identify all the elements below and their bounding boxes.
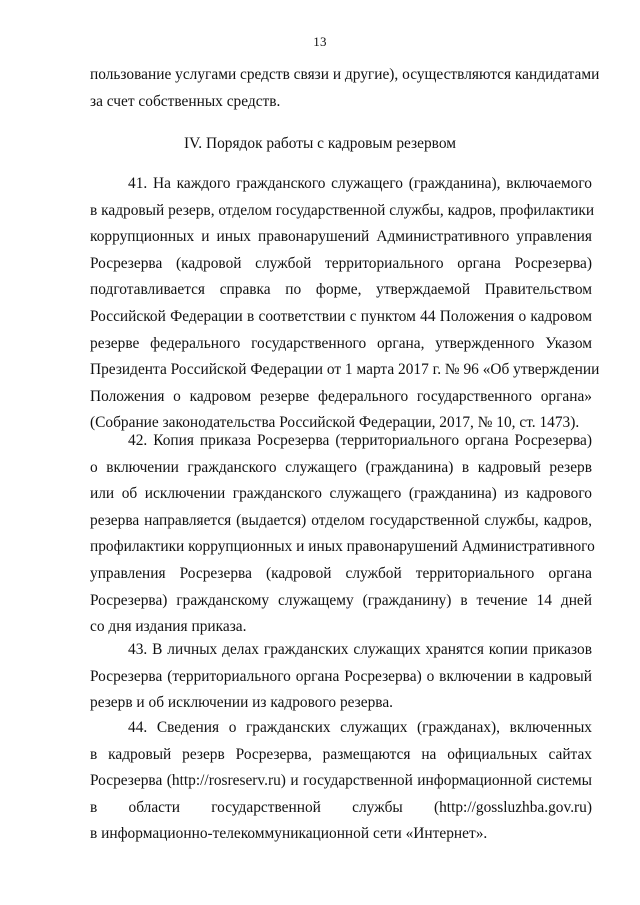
text-line: со дня издания приказа.: [90, 618, 247, 636]
text-line: в кадровый резерв, отделом государственной службы, кадров, профилактики: [90, 201, 595, 219]
paragraph-44: [90, 715, 592, 848]
text-line: или об исключении гражданского служащего (гражданина) из кадрового: [90, 485, 592, 503]
text-line: резерве федерального государственного органа, утвержденного Указом: [90, 334, 592, 352]
text-line: Положения о кадровом резерве федерального государственного органа»: [90, 387, 592, 405]
text-line: коррупционных и иных правонарушений Административного управления: [90, 228, 592, 246]
text-line: Президента Российской Федерации от 1 марта 2017 г. № 96 «Об утверждении: [90, 361, 600, 379]
text-line: о включении гражданского служащего (гражданина) в кадровый резерв: [90, 458, 592, 476]
text-line: 43. В личных делах гражданских служащих хранятся копии приказов: [128, 641, 592, 658]
paragraph-43: [90, 637, 592, 717]
text-line: (Собрание законодательства Российской Федерации, 2017, № 10, ст. 1473).: [90, 414, 580, 432]
text-line: Росрезерва (кадровой службой территориального органа Росрезерва): [90, 254, 592, 272]
text-line: Росрезерва (http://rosreserv.ru) и государственной информационной системы: [90, 772, 592, 790]
text-line: за счет собственных средств.: [90, 92, 281, 110]
text-line: Росрезерва) гражданскому служащему (гражданину) в течение 14 дней: [90, 591, 592, 609]
text-line: 42. Копия приказа Росрезерва (территориального органа Росрезерва): [128, 432, 592, 449]
text-line: 41. На каждого гражданского служащего (гражданина), включаемого: [128, 175, 592, 192]
text-line: 44. Сведения о гражданских служащих (гражданах), включенных: [128, 719, 592, 736]
text-line: резерва направляется (выдается) отделом государственной службы, кадров,: [90, 511, 592, 529]
section-heading: IV. Порядок работы с кадровым резервом: [184, 135, 456, 152]
paragraph-42: [90, 428, 595, 641]
text-line: подготавливается справка по форме, утверждаемой Правительством: [90, 281, 592, 299]
intro-paragraph: [90, 62, 600, 115]
text-line: резерв и об исключении из кадрового резерва.: [90, 694, 394, 712]
text-line: в кадровый резерв Росрезерва, размещаются на официальных сайтах: [90, 745, 592, 763]
page-number: 13: [313, 34, 327, 49]
text-line: пользование услугами средств связи и другие), осуществляются кандидатами: [90, 66, 600, 83]
text-line: в информационно-телекоммуникационной сети «Интернет».: [90, 825, 488, 843]
text-line: управления Росрезерва (кадровой службой территориального органа: [90, 564, 592, 582]
text-line: Российской Федерации в соответствии с пунктом 44 Положения о кадровом: [90, 307, 592, 325]
text-line: в области государственной службы (http://gossluzhba.gov.ru): [90, 798, 592, 816]
text-line: профилактики коррупционных и иных правонарушений Административного: [90, 538, 595, 556]
text-line: Росрезерва (территориального органа Росрезерва) о включении в кадровый: [90, 667, 592, 685]
paragraph-41: [90, 171, 600, 437]
